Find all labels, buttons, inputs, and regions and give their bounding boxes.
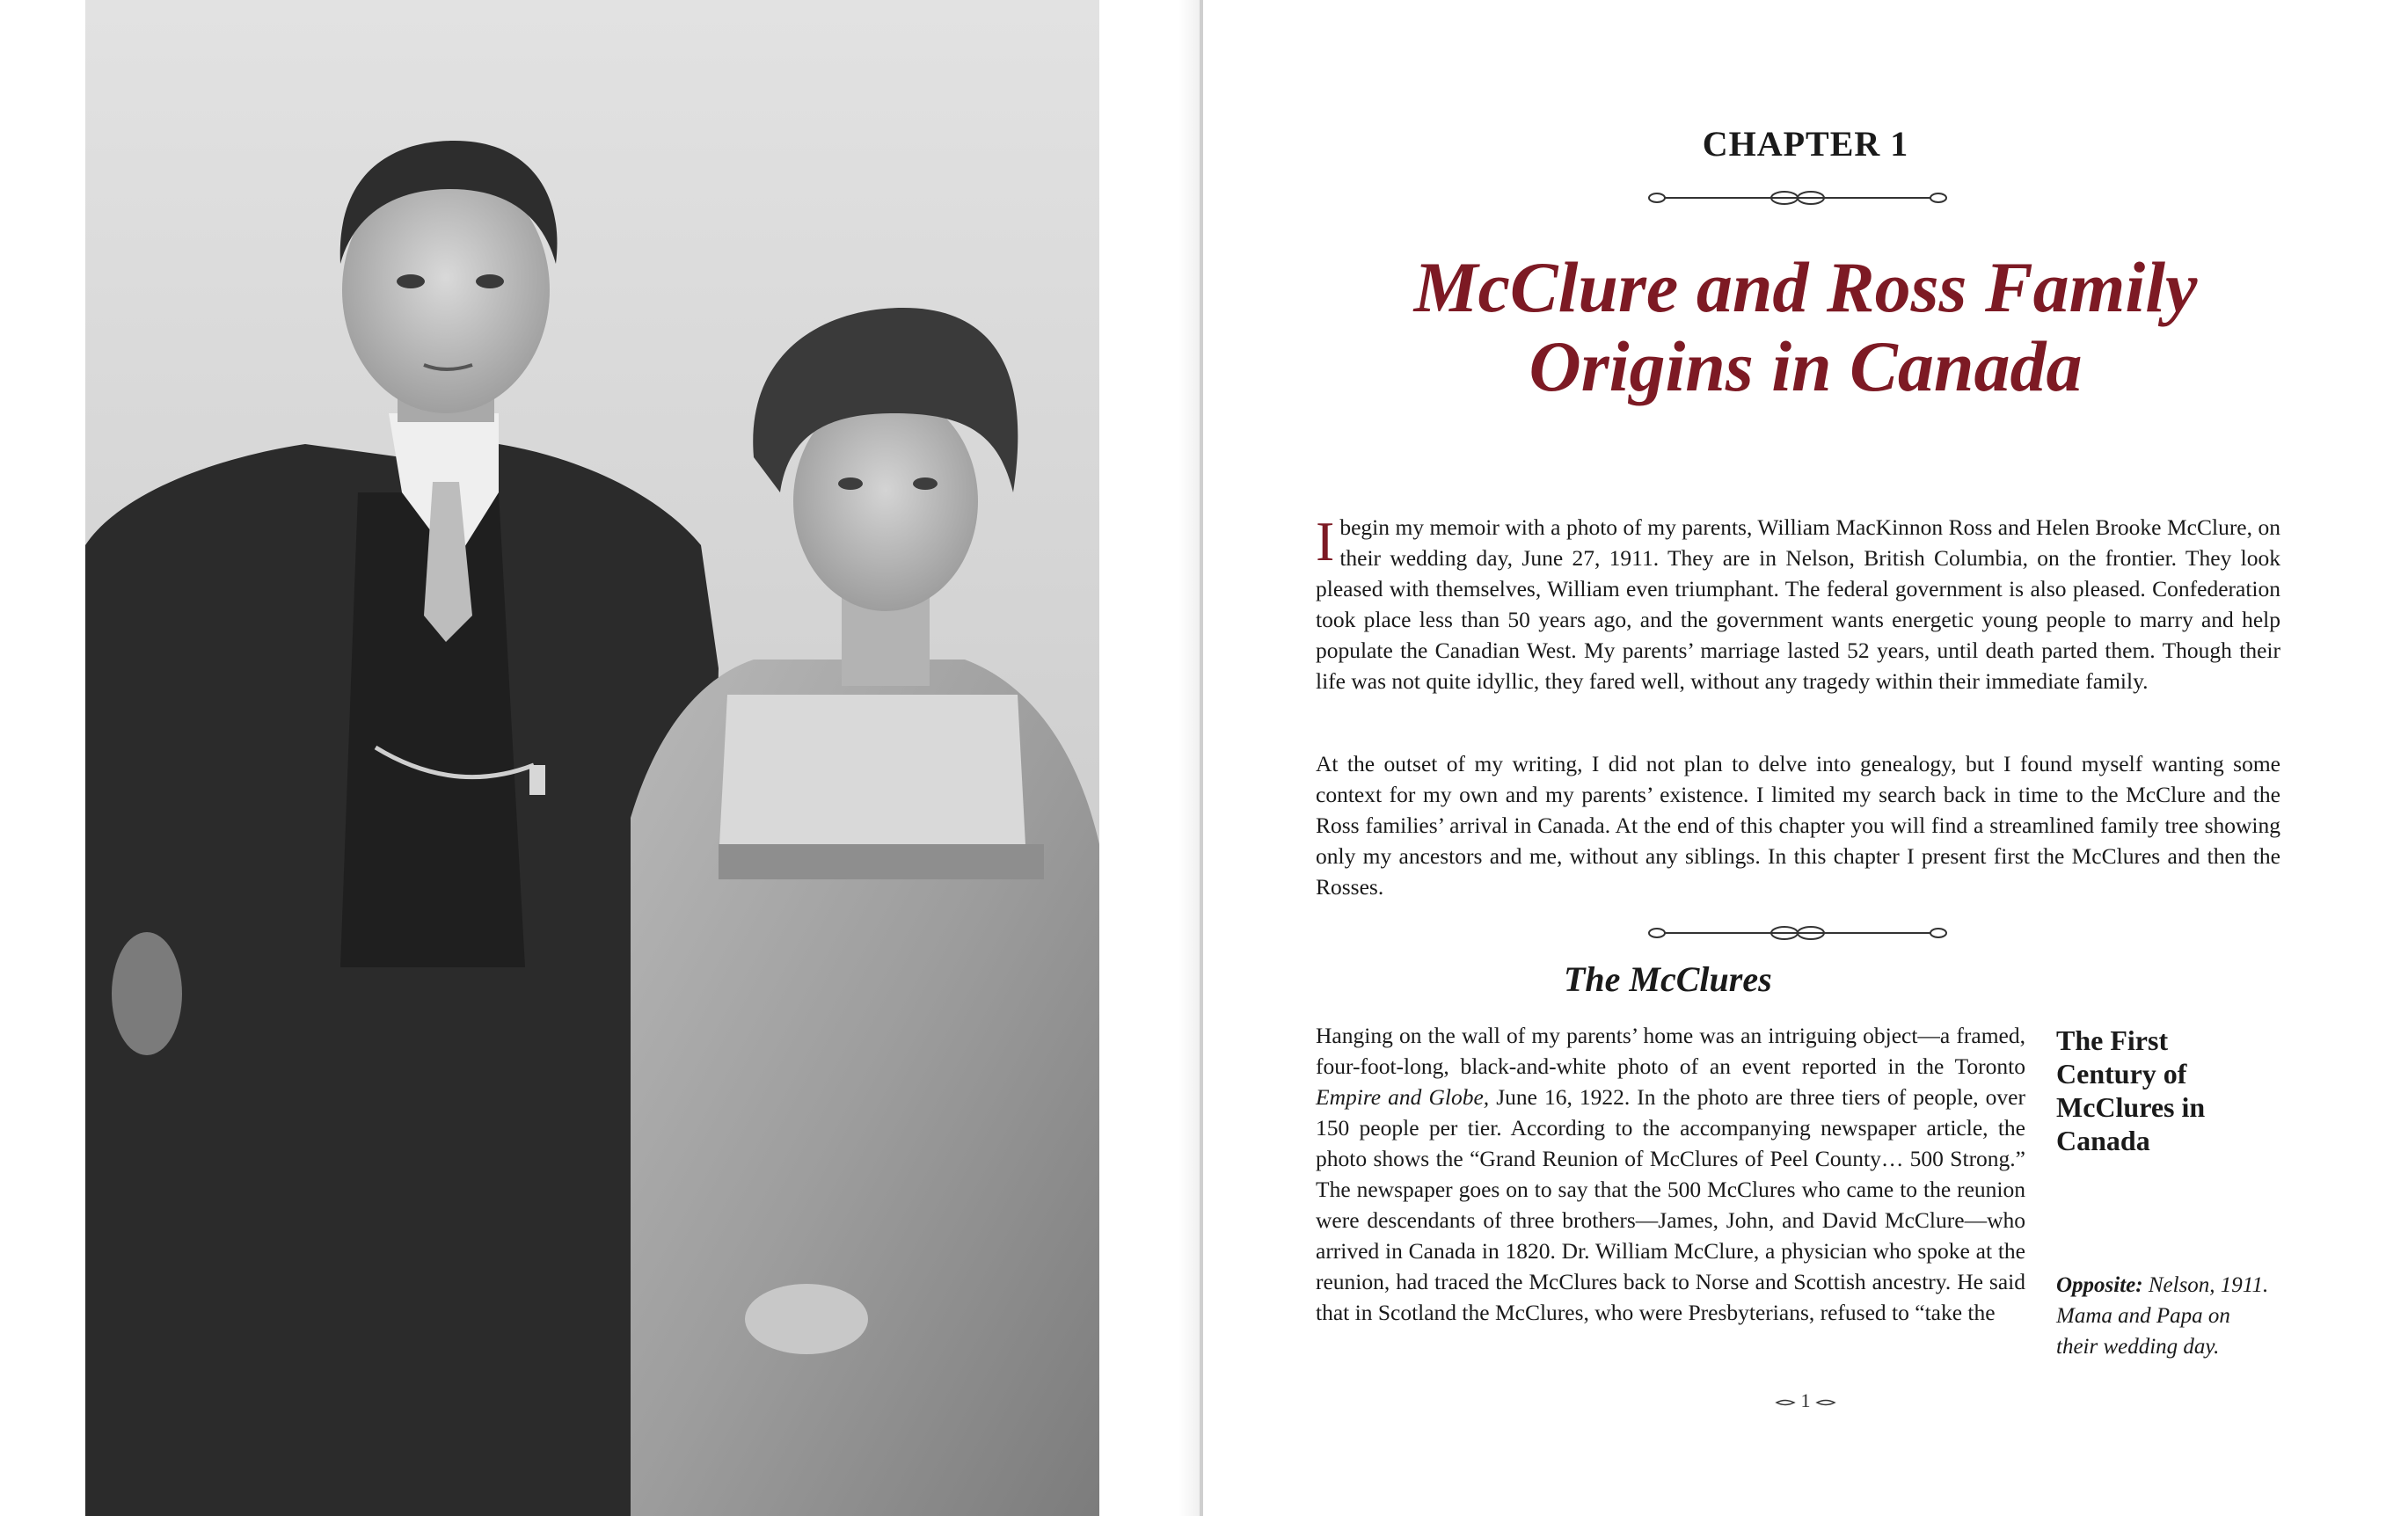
newspaper-title: Empire and Globe, xyxy=(1316,1084,1490,1110)
sidebar-heading-line-2: Century of xyxy=(2056,1058,2187,1090)
photo-caption xyxy=(2056,1270,2276,1362)
sidebar-heading-line-1: The First xyxy=(2056,1024,2169,1056)
caption-lead: Opposite: xyxy=(2056,1273,2143,1297)
intro-paragraph-1 xyxy=(1316,512,2280,696)
sidebar-heading-line-3: McClures in xyxy=(2056,1091,2206,1123)
section-body-text-1: Hanging on the wall of my parents’ home was an intriguing object—a framed, four-foot-long, black-and-white photo of an event reported in the Toronto xyxy=(1316,1023,2025,1079)
gutter-shadow xyxy=(1178,0,1200,1516)
drop-cap: I xyxy=(1316,510,1335,572)
sidebar-heading xyxy=(2056,1024,2250,1157)
chapter-title-line-1: McClure and Ross Family xyxy=(1413,247,2198,327)
page-number xyxy=(1203,1389,2408,1412)
wedding-photo-image xyxy=(85,0,1099,1516)
page-number-value: 1 xyxy=(1800,1389,1811,1411)
caption-text: Nelson, 1911. Mama and Papa on their wedding day. xyxy=(2056,1273,2269,1359)
section-body xyxy=(1316,1020,2025,1328)
chapter-title xyxy=(1203,248,2408,406)
section-body-text-2: June 16, 1922. In the photo are three tiers of people, over 150 people per tier. According to the accompanying newspaper article, the photo shows the “Grand Reunion of McClures of Peel County… 500 Strong.” The newspaper goes on to say that the 500 McClures who came to the reunion were descendants of three brothers—James, John, and David McClure—who arrived in Canada in 1820. Dr. William McClure, a physician who spoke at the reunion, had traced the McClures back to Norse and Scottish ancestry. He said that in Scotland the McClures, who were Presbyterians, refused to “take the xyxy=(1316,1084,2025,1325)
section-ornament-icon xyxy=(1648,922,1947,944)
chapter-label: CHAPTER 1 xyxy=(1702,124,1909,164)
intro-paragraph-2: At the outset of my writing, I did not plan to delve into genealogy, but I found myself wanting some context for my own and my parents’ existence. I limited my search back in time to the McClure and the Ross families’ arrival in Canada. At the end of this chapter you will find a streamlined family tree showing only my ancestors and me, without any siblings. In this chapter I present first the McClures and then the Rosses. xyxy=(1316,751,2280,900)
flourish-icon xyxy=(1775,1398,1796,1407)
chapter-title-line-2: Origins in Canada xyxy=(1529,326,2083,406)
left-page xyxy=(0,0,1200,1516)
wedding-photo xyxy=(85,0,1099,1516)
sidebar-heading-line-4: Canada xyxy=(2056,1125,2150,1156)
scroll-ornament-icon xyxy=(1648,186,1947,209)
section-heading: The McClures xyxy=(1564,959,1772,999)
intro-paragraph-1-text: begin my memoir with a photo of my parents, William MacKinnon Ross and Helen Brooke McClure, on their wedding day, June 27, 1911. They are in Nelson, British Columbia, on the frontier. They look pleased with themselves, William even triumphant. The federal government is also pleased. Confederation took place less than 50 years ago, and the government wants energetic young people to marry and help populate the Canadian West. My parents’ marriage lasted 52 years, until death parted them. Though their life was not quite idyllic, they fared well, without any tragedy within their immediate family. xyxy=(1316,514,2280,694)
flourish-icon xyxy=(1815,1398,1836,1407)
right-page xyxy=(1203,0,2408,1516)
